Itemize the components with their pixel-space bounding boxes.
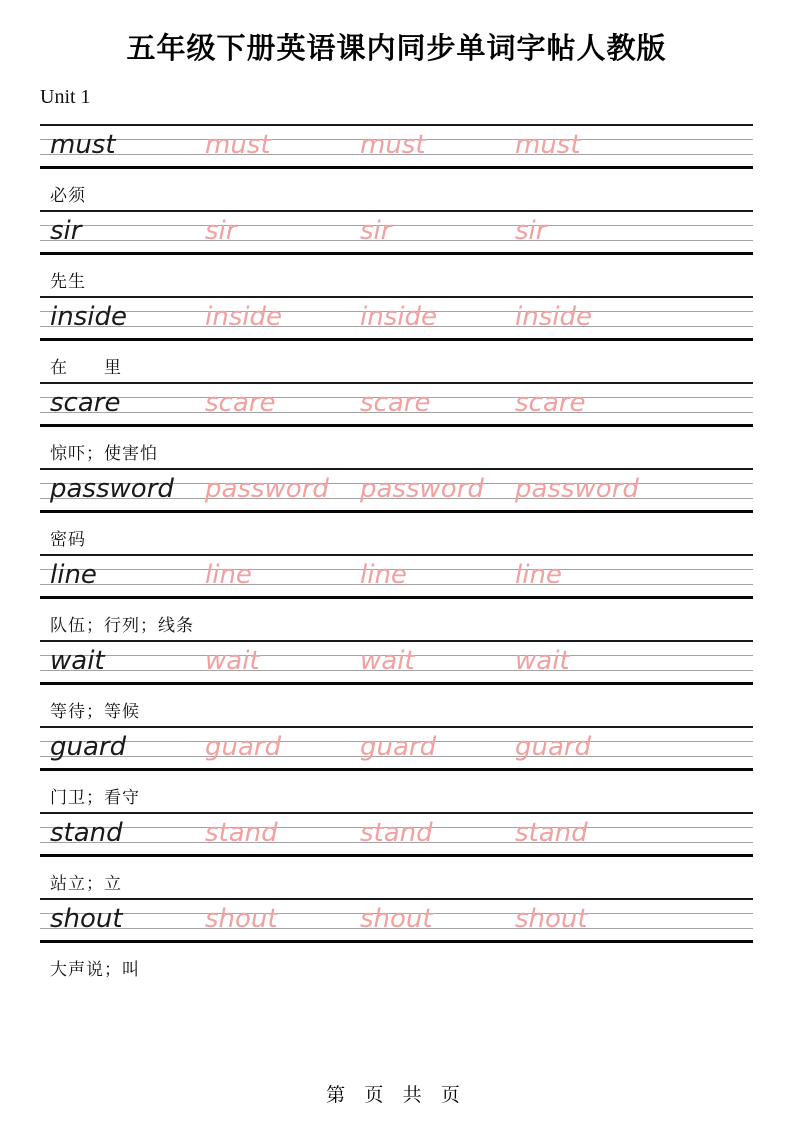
- writing-guide: [40, 898, 753, 943]
- word-sample: inside: [50, 302, 127, 332]
- word-trace: shout: [360, 904, 433, 934]
- word-trace: inside: [515, 302, 592, 332]
- word-entry: [40, 640, 753, 726]
- word-sample: must: [50, 130, 116, 160]
- word-sample: shout: [50, 904, 123, 934]
- unit-label: Unit 1: [40, 86, 91, 108]
- word-sample: scare: [50, 388, 121, 418]
- word-trace: guard: [205, 732, 282, 762]
- word-entry: [40, 296, 753, 382]
- word-trace: sir: [515, 216, 547, 246]
- word-meaning: 先生: [50, 272, 86, 292]
- practice-words-row: [40, 384, 753, 424]
- practice-words-row: [40, 728, 753, 768]
- word-sample: guard: [50, 732, 127, 762]
- word-entry: [40, 210, 753, 296]
- word-meaning: 在 里: [50, 358, 122, 378]
- word-trace: line: [515, 560, 562, 590]
- word-trace: password: [205, 474, 329, 504]
- word-entry: [40, 124, 753, 210]
- word-trace: wait: [360, 646, 415, 676]
- word-meaning: 大声说；叫: [50, 960, 140, 980]
- practice-words-row: [40, 126, 753, 166]
- word-trace: must: [515, 130, 581, 160]
- writing-guide: [40, 812, 753, 857]
- word-entry: [40, 726, 753, 812]
- page-title: 五年级下册英语课内同步单词字帖人教版: [126, 33, 667, 65]
- word-trace: scare: [515, 388, 586, 418]
- writing-guide: [40, 640, 753, 685]
- word-meaning: 门卫；看守: [50, 788, 140, 808]
- word-meaning: 站立；立: [50, 874, 122, 894]
- word-trace: wait: [205, 646, 260, 676]
- word-trace: stand: [515, 818, 588, 848]
- word-trace: wait: [515, 646, 570, 676]
- word-meaning: 等待；等候: [50, 702, 140, 722]
- word-entry: [40, 812, 753, 898]
- word-meaning: 队伍；行列；线条: [50, 616, 194, 636]
- word-entry: [40, 898, 753, 984]
- writing-guide: [40, 124, 753, 169]
- word-trace: must: [360, 130, 426, 160]
- word-sample: sir: [50, 216, 82, 246]
- word-trace: sir: [205, 216, 237, 246]
- word-meaning: 密码: [50, 530, 86, 550]
- word-meaning: 必须: [50, 186, 86, 206]
- word-trace: guard: [360, 732, 437, 762]
- word-sample: wait: [50, 646, 105, 676]
- word-trace: scare: [205, 388, 276, 418]
- word-trace: shout: [515, 904, 588, 934]
- word-trace: line: [205, 560, 252, 590]
- word-sample: password: [50, 474, 174, 504]
- word-list: [40, 124, 753, 984]
- word-meaning: 惊吓；使害怕: [50, 444, 158, 464]
- writing-guide: [40, 554, 753, 599]
- word-trace: sir: [360, 216, 392, 246]
- writing-guide: [40, 726, 753, 771]
- word-trace: password: [515, 474, 639, 504]
- practice-words-row: [40, 900, 753, 940]
- word-trace: guard: [515, 732, 592, 762]
- word-entry: [40, 382, 753, 468]
- word-trace: password: [360, 474, 484, 504]
- writing-guide: [40, 382, 753, 427]
- practice-words-row: [40, 212, 753, 252]
- word-sample: stand: [50, 818, 123, 848]
- practice-words-row: [40, 556, 753, 596]
- word-trace: shout: [205, 904, 278, 934]
- word-trace: scare: [360, 388, 431, 418]
- writing-guide: [40, 296, 753, 341]
- practice-words-row: [40, 642, 753, 682]
- word-sample: line: [50, 560, 97, 590]
- word-trace: must: [205, 130, 271, 160]
- word-trace: line: [360, 560, 407, 590]
- word-trace: inside: [360, 302, 437, 332]
- writing-guide: [40, 210, 753, 255]
- writing-guide: [40, 468, 753, 513]
- practice-words-row: [40, 814, 753, 854]
- word-trace: stand: [205, 818, 278, 848]
- practice-words-row: [40, 298, 753, 338]
- practice-words-row: [40, 470, 753, 510]
- word-entry: [40, 468, 753, 554]
- page-footer: 第 页 共 页: [326, 1085, 467, 1106]
- word-trace: inside: [205, 302, 282, 332]
- word-trace: stand: [360, 818, 433, 848]
- word-entry: [40, 554, 753, 640]
